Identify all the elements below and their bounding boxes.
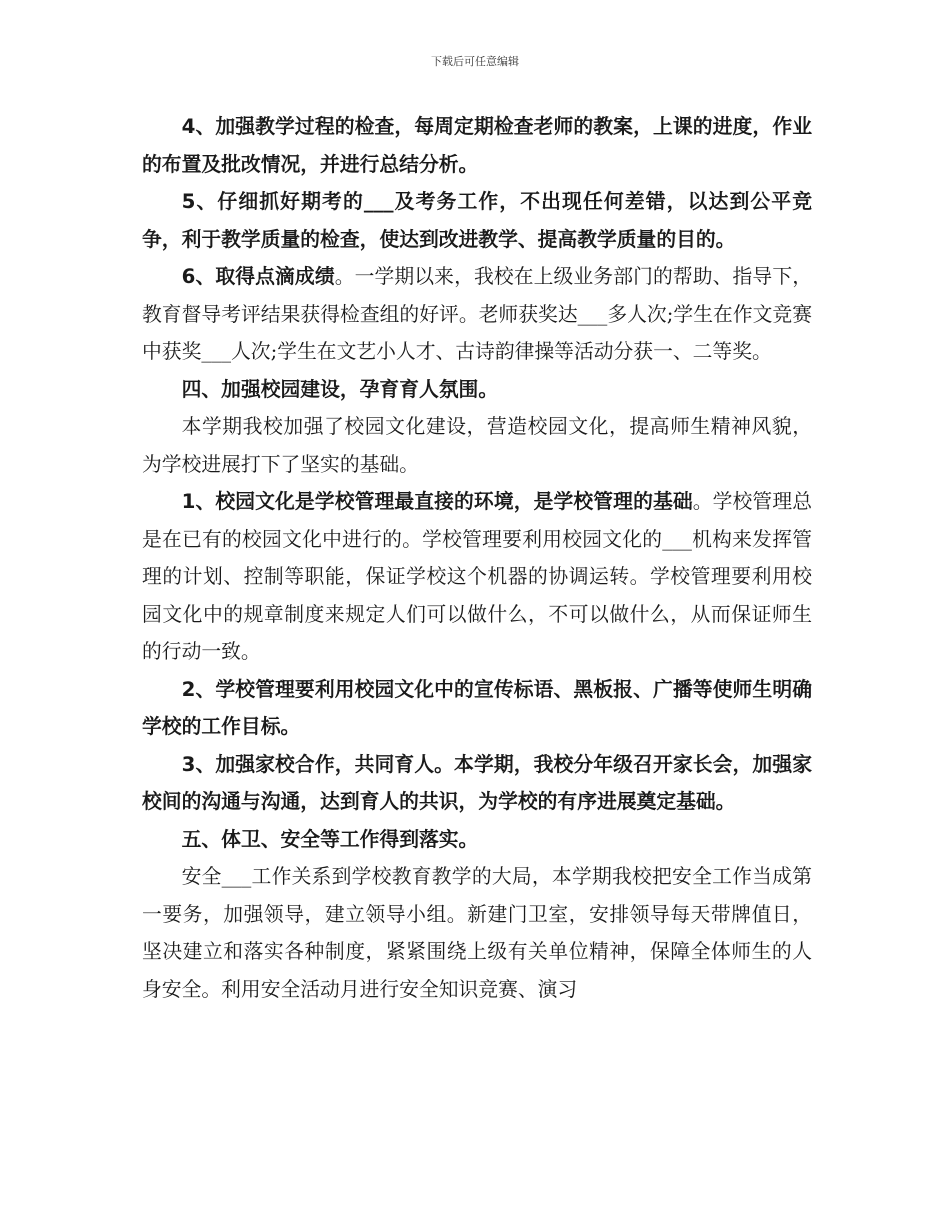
- paragraph-lead: 1、校园文化是学校管理最直接的环境，是学校管理的基础: [181, 490, 693, 513]
- paragraph-campus-1: [142, 483, 812, 671]
- page-header: 下载后可任意编辑: [431, 55, 519, 68]
- section-heading-4: 四、加强校园建设，孕育育人氛围。: [181, 377, 499, 401]
- paragraph-text: 。一学期以来，我校在上级业务部门的帮助、指导下，教育督导考评结果获得检查组的好评。老师获奖达___多人次;学生在作文竞赛中获奖___人次;学生在文艺小人才、古诗韵律操等活动分获一、二等奖。: [142, 265, 812, 363]
- paragraph-text: 。学校管理总是在已有的校园文化中进行的。学校管理要利用校园文化的___机构来发挥管理的计划、控制等职能，保证学校这个机器的协调运转。学校管理要利用校园文化中的规章制度来规定人们可以做什么，不可以做什么，从而保证师生的行动一致。: [142, 490, 812, 663]
- paragraph-item-5: 5、仔细抓好期考的___及考务工作，不出现任何差错，以达到公平竞争，利于教学质量的检查，使达到改进教学、提高教学质量的目的。: [142, 190, 812, 251]
- section-heading-5: 五、体卫、安全等工作得到落实。: [181, 827, 479, 851]
- paragraph-campus-3: 3、加强家校合作，共同育人。本学期，我校分年级召开家长会，加强家校间的沟通与沟通，达到育人的共识，为学校的有序进展奠定基础。: [142, 752, 812, 813]
- paragraph-lead: 6、取得点滴成绩: [181, 265, 335, 288]
- paragraph-item-6: [142, 258, 812, 371]
- paragraph-campus-2: 2、学校管理要利用校园文化中的宣传标语、黑板报、广播等使师生明确学校的工作目标。: [142, 677, 812, 738]
- paragraph-item-4: 4、加强教学过程的检查，每周定期检查老师的教案，上课的进度，作业的布置及批改情况，并进行总结分析。: [142, 115, 812, 176]
- paragraph-campus-intro: 本学期我校加强了校园文化建设，营造校园文化，提高师生精神风貌，为学校进展打下了坚实的基础。: [142, 415, 812, 476]
- paragraph-safety: 安全___工作关系到学校教育教学的大局，本学期我校把安全工作当成第一要务，加强领导，建立领导小组。新建门卫室，安排领导每天带牌值日，坚决建立和落实各种制度，紧紧围绕上级有关单位精神，保障全体师生的人身安全。利用安全活动月进行安全知识竞赛、演习: [142, 865, 812, 1001]
- document-body: [142, 108, 812, 1008]
